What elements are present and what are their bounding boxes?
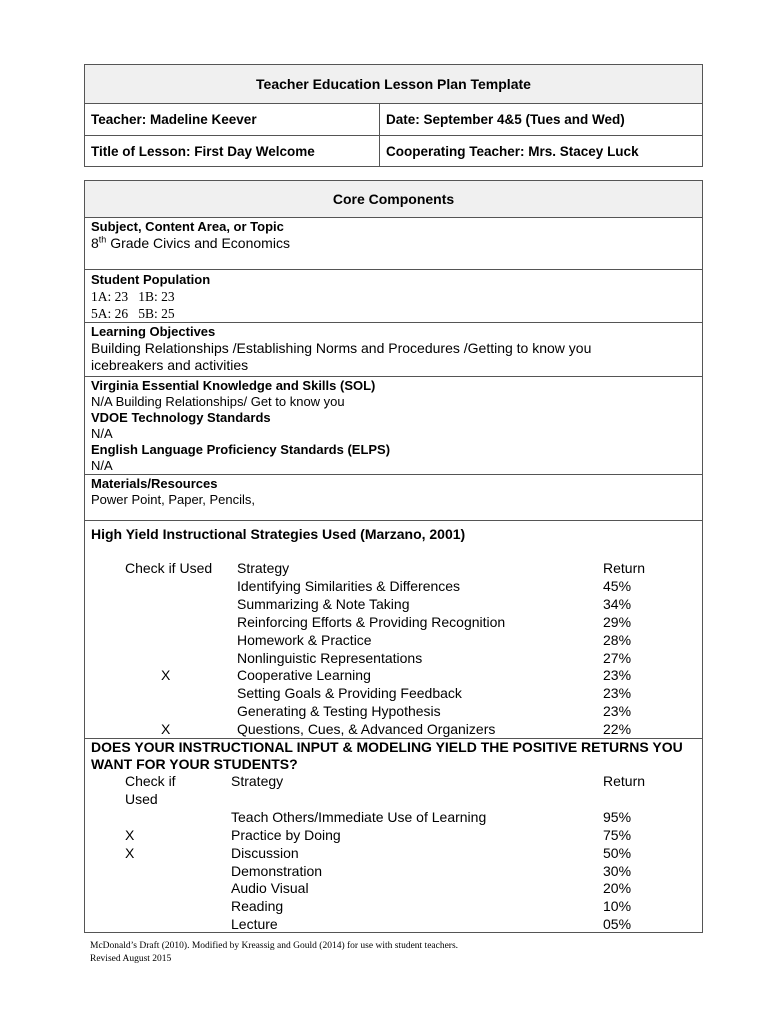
header-table (84, 64, 703, 167)
strategy-check-mark (125, 614, 237, 632)
strategy-name: Setting Goals & Providing Feedback (237, 685, 462, 702)
strategy-return: 10% (603, 898, 632, 915)
strategy-return: 75% (603, 826, 632, 843)
footer-revised: Revised August 2015 (90, 954, 172, 964)
strategy-check-mark (125, 703, 237, 721)
population-line: 5A: 26 5B: 25 (91, 306, 175, 321)
strategy-name: Reinforcing Efforts & Providing Recognition (237, 613, 506, 630)
modeling-title: DOES YOUR INSTRUCTIONAL INPUT & MODELING YIELD THE POSITIVE RETURNS YOU WANT FOR YOUR STUDENTS? (91, 739, 683, 772)
cooperating-teacher: Cooperating Teacher: Mrs. Stacey Luck (386, 144, 639, 159)
strategy-return: 28% (603, 631, 632, 648)
strategy-name: Discussion (231, 844, 299, 861)
subject-section (85, 217, 702, 269)
high-yield-section (85, 520, 702, 738)
strategy-return: 34% (603, 595, 632, 612)
strategy-check-mark (125, 880, 231, 898)
modeling-table (91, 773, 696, 809)
objectives-value: Building Relationships /Establishing Norms and Procedures /Getting to know you icebreakers and activities (91, 340, 592, 373)
strategy-name: Summarizing & Note Taking (237, 595, 410, 612)
strategy-name: Teach Others/Immediate Use of Learning (231, 808, 487, 825)
core-components-table (84, 180, 703, 933)
strategy-name: Questions, Cues, & Advanced Organizers (237, 721, 496, 738)
strategy-check-mark (125, 809, 231, 827)
strategy-return: 27% (603, 649, 632, 666)
strategy-check-mark (125, 596, 237, 614)
core-components-title: Core Components (85, 181, 702, 217)
materials-label: Materials/Resources (91, 476, 218, 491)
strategy-name: Practice by Doing (231, 826, 341, 843)
footer (90, 940, 458, 966)
strategy-name: Demonstration (231, 862, 323, 879)
strategy-return: 30% (603, 862, 632, 879)
strategy-return: 23% (603, 667, 632, 684)
high-yield-rows (91, 578, 696, 739)
strategy-name: Nonlinguistic Representations (237, 649, 423, 666)
subject-value: 8th Grade Civics and Economics (91, 234, 290, 251)
strategy-return: 45% (603, 577, 632, 594)
col-return-header: Return (603, 773, 646, 789)
col-strategy-header: Strategy (231, 773, 284, 789)
strategy-check-mark: X (161, 667, 171, 684)
sol-value: N/A Building Relationships/ Get to know you (91, 394, 345, 409)
col-check-header: Check if Used (125, 560, 213, 576)
strategy-return: 29% (603, 613, 632, 630)
strategy-check-mark (125, 898, 231, 916)
strategy-name: Reading (231, 898, 284, 915)
strategy-return: 05% (603, 916, 632, 933)
strategy-check-mark (125, 650, 237, 668)
subject-label: Subject, Content Area, or Topic (91, 219, 284, 234)
vdoe-label: VDOE Technology Standards (91, 410, 271, 425)
strategy-name: Homework & Practice (237, 631, 372, 648)
strategy-check-mark (125, 578, 237, 596)
strategy-check-mark (125, 632, 237, 650)
strategy-return: 20% (603, 880, 632, 897)
materials-section (85, 474, 702, 520)
strategy-return: 50% (603, 844, 632, 861)
lesson-title: Title of Lesson: First Day Welcome (85, 136, 380, 167)
strategy-return: 95% (603, 808, 632, 825)
elps-value: N/A (91, 458, 113, 473)
population-section (85, 269, 702, 322)
population-label: Student Population (91, 272, 211, 287)
population-line: 1A: 23 1B: 23 (91, 289, 175, 304)
strategy-name: Audio Visual (231, 880, 309, 897)
teacher-name: Teacher: Madeline Keever (85, 104, 380, 135)
high-yield-table (91, 560, 696, 578)
strategy-check-mark: X (125, 826, 135, 843)
strategy-name: Lecture (231, 916, 278, 933)
col-return-header: Return (603, 560, 646, 576)
sol-label: Virginia Essential Knowledge and Skills (SOL) (91, 378, 376, 393)
lesson-date: Date: September 4&5 (Tues and Wed) (386, 112, 625, 127)
strategy-name: Cooperative Learning (237, 667, 371, 684)
strategy-name: Identifying Similarities & Differences (237, 577, 461, 594)
strategy-check-mark (125, 916, 231, 934)
strategy-return: 23% (603, 703, 632, 720)
strategy-check-mark: X (161, 721, 171, 738)
modeling-section (85, 738, 702, 934)
strategy-check-mark: X (125, 844, 135, 861)
strategy-check-mark (125, 685, 237, 703)
strategy-return: 22% (603, 721, 632, 738)
strategy-name: Generating & Testing Hypothesis (237, 703, 441, 720)
objectives-section (85, 322, 702, 376)
modeling-rows (91, 809, 696, 934)
col-strategy-header: Strategy (237, 560, 290, 576)
footer-citation: McDonald’s Draft (2010). Modified by Kreassig and Gould (2014) for use with student teachers. (90, 941, 459, 951)
objectives-label: Learning Objectives (91, 324, 216, 339)
materials-value: Power Point, Paper, Pencils, (91, 492, 256, 507)
strategy-return: 23% (603, 685, 632, 702)
elps-label: English Language Proficiency Standards (ELPS) (91, 442, 391, 457)
standards-section (85, 376, 702, 474)
col-check-header: Check if Used (125, 773, 176, 807)
high-yield-title: High Yield Instructional Strategies Used (Marzano, 2001) (91, 526, 466, 542)
template-title: Teacher Education Lesson Plan Template (85, 65, 702, 103)
vdoe-value: N/A (91, 426, 113, 441)
strategy-check-mark (125, 863, 231, 881)
